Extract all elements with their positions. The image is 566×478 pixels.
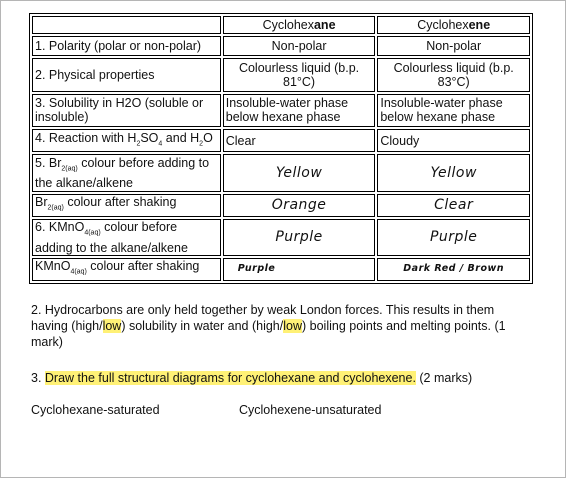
header-cyclohexene: Cyclohexene bbox=[377, 16, 530, 34]
cyclohexene-handwritten-value: Yellow bbox=[377, 154, 530, 191]
row-label: 5. $Br_{2(aq)}$ colour before adding to the alkane/alkene bbox=[32, 154, 221, 191]
cyclohexene-unsaturated-label: Cyclohexene-unsaturated bbox=[239, 403, 382, 417]
cyclohexene-handwritten-value: Clear bbox=[377, 194, 530, 217]
row-label: $Br_{2(aq)}$ colour after shaking bbox=[32, 194, 221, 217]
row-label: 6. KMnO$_{4(aq)}$ colour before adding to the alkane/alkene bbox=[32, 219, 221, 256]
cyclohexane-handwritten-value: Yellow bbox=[223, 154, 376, 191]
table-row bbox=[32, 194, 530, 217]
highlight-low: low bbox=[283, 319, 302, 333]
table-row bbox=[32, 58, 530, 92]
cyclohexane-saturated-label: Cyclohexane-saturated bbox=[31, 403, 160, 417]
question-3: 3. Draw the full structural diagrams for cyclohexane and cyclohexene. (2 marks) bbox=[31, 371, 473, 385]
cyclohexene-handwritten-value: Purple bbox=[377, 219, 530, 256]
table-row bbox=[32, 94, 530, 128]
header-cyclohexane: Cyclohexane bbox=[223, 16, 376, 34]
cyclohexane-handwritten-value: Orange bbox=[223, 194, 376, 217]
table-row bbox=[32, 129, 530, 152]
cyclohexene-value: Non-polar bbox=[377, 36, 530, 55]
cyclohexene-handwritten-value: Dark Red / Brown bbox=[377, 258, 530, 281]
cyclohexene-value: Colourless liquid (b.p. 83°C) bbox=[377, 58, 530, 92]
table-row bbox=[32, 219, 530, 256]
question-2: 2. Hydrocarbons are only held together by weak London forces. This results in them having (high/low) solubility in water and (high/low) boiling points and melting points. (1 mark) bbox=[31, 303, 506, 349]
header-empty-cell bbox=[32, 16, 221, 34]
row-label: 1. Polarity (polar or non-polar) bbox=[32, 36, 221, 55]
cyclohexane-handwritten-value: Purple bbox=[223, 258, 376, 281]
results-table bbox=[29, 13, 533, 284]
cyclohexene-value: Insoluble-water phase below hexane phase bbox=[377, 94, 530, 128]
cyclohexane-value: Colourless liquid (b.p. 81°C) bbox=[223, 58, 376, 92]
cyclohexane-value: Non-polar bbox=[223, 36, 376, 55]
table-header-row bbox=[32, 16, 530, 34]
table-row bbox=[32, 36, 530, 55]
row-label: 3. Solubility in H2O (soluble or insoluble) bbox=[32, 94, 221, 128]
table-row bbox=[32, 154, 530, 191]
cyclohexene-value: Cloudy bbox=[377, 129, 530, 152]
table-row bbox=[32, 258, 530, 281]
highlight-question-3: Draw the full structural diagrams for cyclohexane and cyclohexene. bbox=[44, 371, 416, 385]
cyclohexane-handwritten-value: Purple bbox=[223, 219, 376, 256]
row-label: 2. Physical properties bbox=[32, 58, 221, 92]
cyclohexane-value: Clear bbox=[223, 129, 376, 152]
row-label: KMnO$_{4(aq)}$ colour after shaking bbox=[32, 258, 221, 281]
row-label: 4. Reaction with $H_2SO_4$ and $H_2O$ bbox=[32, 129, 221, 152]
cyclohexane-value: Insoluble-water phase below hexane phase bbox=[223, 94, 376, 128]
highlight-low: low bbox=[102, 319, 122, 333]
